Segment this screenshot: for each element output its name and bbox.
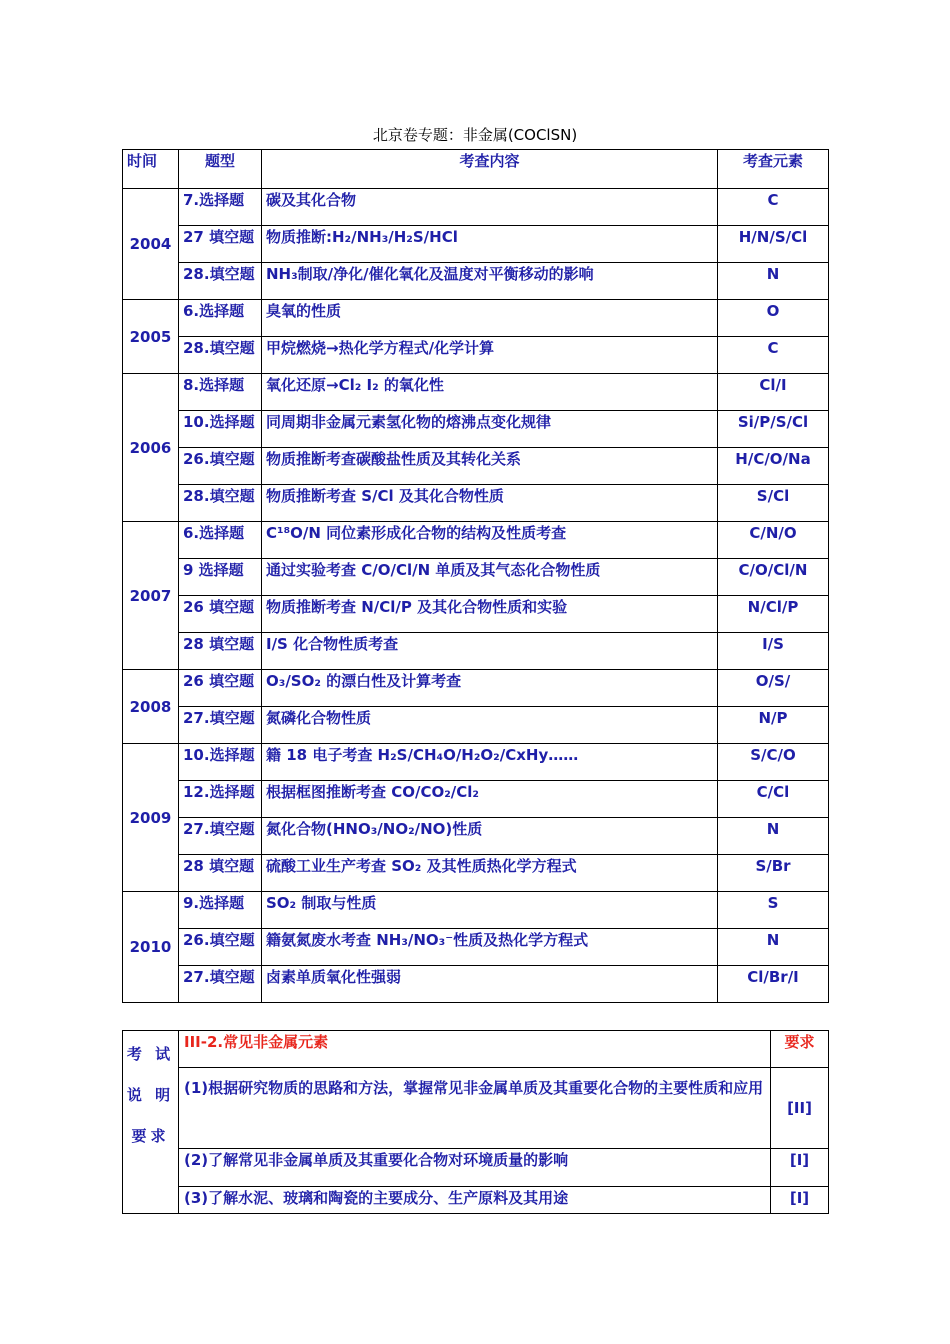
content-cell: 根据框图推断考查 CO/CO₂/Cl₂ [262, 781, 718, 818]
exam-topics-table [122, 149, 829, 1003]
elements-cell: C [718, 337, 829, 374]
question-type-cell: 26 填空题 [179, 596, 262, 633]
table-row [123, 707, 829, 744]
question-type-cell: 9 选择题 [179, 559, 262, 596]
exam-requirements-table [122, 1030, 829, 1214]
elements-cell: N/P [718, 707, 829, 744]
elements-cell: N [718, 818, 829, 855]
content-cell: 卤素单质氧化性强弱 [262, 966, 718, 1003]
table-row [123, 670, 829, 707]
content-cell: 氧化还原→Cl₂ I₂ 的氧化性 [262, 374, 718, 411]
content-cell: I/S 化合物性质考查 [262, 633, 718, 670]
question-type-cell: 28 填空题 [179, 633, 262, 670]
table-row [123, 966, 829, 1003]
year-cell: 2005 [123, 300, 179, 374]
elements-cell: O [718, 300, 829, 337]
content-cell: C¹⁸O/N 同位素形成化合物的结构及性质考查 [262, 522, 718, 559]
elements-cell: Si/P/S/Cl [718, 411, 829, 448]
table-row [123, 855, 829, 892]
elements-cell: C/O/Cl/N [718, 559, 829, 596]
requirements-label [123, 1031, 179, 1214]
table-row [123, 337, 829, 374]
question-type-cell: 6.选择题 [179, 522, 262, 559]
elements-cell: H/N/S/Cl [718, 226, 829, 263]
elements-cell: I/S [718, 633, 829, 670]
requirement-level-2: [I] [771, 1149, 829, 1187]
year-cell: 2010 [123, 892, 179, 1003]
question-type-cell: 27.填空题 [179, 707, 262, 744]
elements-cell: S [718, 892, 829, 929]
content-cell: 物质推断考查碳酸盐性质及其转化关系 [262, 448, 718, 485]
elements-cell: N [718, 929, 829, 966]
table-row [123, 929, 829, 966]
table-row [123, 892, 829, 929]
requirements-label-line: 考 试 [126, 1045, 175, 1063]
content-cell: 籍氨氮废水考查 NH₃/NO₃⁻性质及热化学方程式 [262, 929, 718, 966]
table-row [123, 781, 829, 818]
year-cell: 2007 [123, 522, 179, 670]
table-row [123, 744, 829, 781]
header-elements: 考查元素 [718, 150, 829, 189]
elements-cell: S/Br [718, 855, 829, 892]
requirement-level-1: [II] [771, 1068, 829, 1149]
table-row [123, 559, 829, 596]
header-content: 考查内容 [262, 150, 718, 189]
header-type: 题型 [179, 150, 262, 189]
content-cell: 物质推断:H₂/NH₃/H₂S/HCl [262, 226, 718, 263]
elements-cell: N/Cl/P [718, 596, 829, 633]
question-type-cell: 28.填空题 [179, 263, 262, 300]
year-cell: 2009 [123, 744, 179, 892]
content-cell: 物质推断考查 N/Cl/P 及其化合物性质和实验 [262, 596, 718, 633]
question-type-cell: 8.选择题 [179, 374, 262, 411]
content-cell: 氮磷化合物性质 [262, 707, 718, 744]
question-type-cell: 28.填空题 [179, 337, 262, 374]
table-row [123, 485, 829, 522]
requirement-level-3: [I] [771, 1187, 829, 1214]
year-cell: 2006 [123, 374, 179, 522]
question-type-cell: 26 填空题 [179, 670, 262, 707]
question-type-cell: 26.填空题 [179, 929, 262, 966]
question-type-cell: 6.选择题 [179, 300, 262, 337]
elements-cell: H/C/O/Na [718, 448, 829, 485]
requirement-header: 要求 [771, 1031, 829, 1068]
table-row [123, 226, 829, 263]
content-cell: NH₃制取/净化/催化氧化及温度对平衡移动的影响 [262, 263, 718, 300]
question-type-cell: 27 填空题 [179, 226, 262, 263]
elements-cell: S/C/O [718, 744, 829, 781]
requirement-item-2: (2)了解常见非金属单质及其重要化合物对环境质量的影响 [179, 1149, 771, 1187]
question-type-cell: 28 填空题 [179, 855, 262, 892]
content-cell: 同周期非金属元素氢化物的熔沸点变化规律 [262, 411, 718, 448]
content-cell: 通过实验考查 C/O/Cl/N 单质及其气态化合物性质 [262, 559, 718, 596]
elements-cell: S/Cl [718, 485, 829, 522]
elements-cell: Cl/Br/I [718, 966, 829, 1003]
table-row [123, 411, 829, 448]
question-type-cell: 28.填空题 [179, 485, 262, 522]
question-type-cell: 9.选择题 [179, 892, 262, 929]
elements-cell: C/N/O [718, 522, 829, 559]
requirements-label-line: 要求 [131, 1127, 170, 1145]
content-cell: 甲烷燃烧→热化学方程式/化学计算 [262, 337, 718, 374]
section-title: III-2.常见非金属元素 [179, 1031, 771, 1068]
content-cell: 籍 18 电子考查 H₂S/CH₄O/H₂O₂/CxHy…… [262, 744, 718, 781]
table-row [123, 818, 829, 855]
year-cell: 2004 [123, 189, 179, 300]
question-type-cell: 27.填空题 [179, 966, 262, 1003]
table-row [123, 448, 829, 485]
requirement-item-1: (1)根据研究物质的思路和方法，掌握常见非金属单质及其重要化合物的主要性质和应用 [179, 1068, 771, 1149]
question-type-cell: 10.选择题 [179, 744, 262, 781]
question-type-cell: 26.填空题 [179, 448, 262, 485]
table-row [123, 633, 829, 670]
table-row [123, 596, 829, 633]
requirement-item-3: (3)了解水泥、玻璃和陶瓷的主要成分、生产原料及其用途 [179, 1187, 771, 1214]
question-type-cell: 12.选择题 [179, 781, 262, 818]
table-row [123, 522, 829, 559]
question-type-cell: 10.选择题 [179, 411, 262, 448]
question-type-cell: 7.选择题 [179, 189, 262, 226]
content-cell: 臭氧的性质 [262, 300, 718, 337]
table-body [123, 189, 829, 1003]
content-cell: 氮化合物(HNO₃/NO₂/NO)性质 [262, 818, 718, 855]
content-cell: 碳及其化合物 [262, 189, 718, 226]
header-time: 时间 [123, 150, 179, 189]
year-cell: 2008 [123, 670, 179, 744]
page-title: 北京卷专题：非金属(COClSN) [372, 126, 578, 144]
question-type-cell: 27.填空题 [179, 818, 262, 855]
content-cell: O₃/SO₂ 的漂白性及计算考查 [262, 670, 718, 707]
elements-cell: C [718, 189, 829, 226]
table-row [123, 374, 829, 411]
content-cell: 硫酸工业生产考查 SO₂ 及其性质热化学方程式 [262, 855, 718, 892]
table-row [123, 300, 829, 337]
requirements-label-line: 说 明 [126, 1086, 175, 1104]
table-row [123, 189, 829, 226]
table-header-row [123, 150, 829, 189]
content-cell: SO₂ 制取与性质 [262, 892, 718, 929]
elements-cell: Cl/I [718, 374, 829, 411]
elements-cell: C/Cl [718, 781, 829, 818]
elements-cell: O/S/ [718, 670, 829, 707]
table-row [123, 263, 829, 300]
content-cell: 物质推断考查 S/Cl 及其化合物性质 [262, 485, 718, 522]
elements-cell: N [718, 263, 829, 300]
